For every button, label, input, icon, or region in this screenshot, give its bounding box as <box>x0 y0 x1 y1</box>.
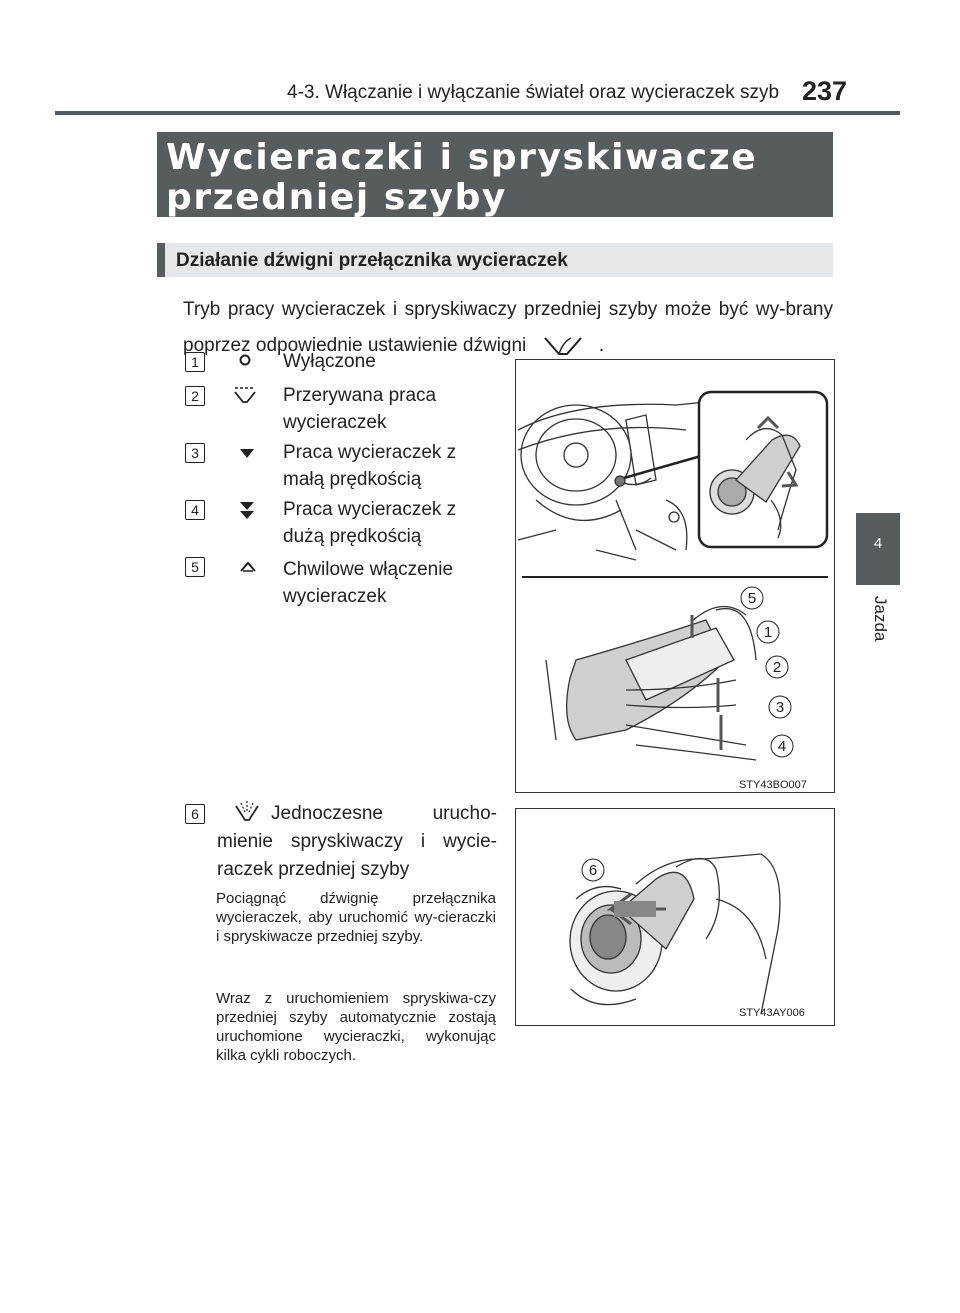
subheading: Działanie dźwigni przełącznika wycieraczek <box>176 250 568 271</box>
section-header-title: 4-3. Włączanie i wyłączanie świateł oraz wycieraczek szyb <box>287 82 780 103</box>
figure1-callout-5: 5 <box>747 590 757 607</box>
item-number-1: 1 <box>185 352 205 372</box>
subheading-marker <box>157 243 165 277</box>
page-number: 237 <box>802 76 848 106</box>
figure1-callout-4: 4 <box>777 738 787 755</box>
wiper-lever-figure <box>515 359 835 793</box>
mist-chevron-up-icon <box>240 560 256 578</box>
intro-paragraph <box>183 292 833 364</box>
item-number-6: 6 <box>185 804 205 824</box>
paragraph-2: Wraz z uruchomieniem spryskiwa-czy przedniej szyby automatycznie zostają uruchomione wycieraczki, wykonując kilka cykli roboczych. <box>216 990 496 1064</box>
item-label-2: Przerywana praca wycieraczek <box>283 385 437 433</box>
low-speed-triangle-icon <box>239 446 255 464</box>
figure2-callout-6: 6 <box>588 862 598 879</box>
figure2-code: STY43AY006 <box>739 1007 805 1019</box>
figure1-callout-2: 2 <box>772 659 782 676</box>
wiper-lever-icon <box>542 334 584 358</box>
item-number-2: 2 <box>185 386 205 406</box>
item-label-3: Praca wycieraczek z małą prędkością <box>283 442 457 490</box>
figure1-callout-3: 3 <box>775 699 785 716</box>
item6-text: Jednoczesne urucho-mienie spryskiwaczy i wycie-raczek przedniej szyby <box>217 803 497 880</box>
intro-text: Tryb pracy wycieraczek i spryskiwaczy przedniej szyby może być wy-brany poprzez odpowiednie ustawienie dźwigni <box>183 299 833 356</box>
off-circle-icon <box>238 353 252 372</box>
item-label-4: Praca wycieraczek z dużą prędkością <box>283 499 457 547</box>
chapter-label <box>858 596 898 656</box>
item-label-6 <box>217 800 497 884</box>
figure1-callout-1: 1 <box>763 624 773 641</box>
item-label-1: Wyłączone <box>283 351 376 372</box>
header-divider <box>55 111 900 115</box>
item-number-5: 5 <box>185 557 205 577</box>
washer-pull-figure <box>515 808 835 1026</box>
intermittent-wiper-icon <box>232 386 258 409</box>
item-number-3: 3 <box>185 443 205 463</box>
figure1-code: STY43BO007 <box>739 779 807 791</box>
item-label-5: Chwilowe włączenie wycieraczek <box>283 559 454 607</box>
page-title: Wycieraczki i spryskiwacze przedniej szyby <box>166 137 758 218</box>
item-number-4: 4 <box>185 500 205 520</box>
chapter-label-text: Jazda <box>871 596 890 642</box>
intro-end: . <box>598 335 605 356</box>
paragraph-1: Pociągnąć dźwignię przełącznika wycieraczek, aby uruchomić wy-cieraczki i spryskiwacze przedniej szyby. <box>216 890 496 945</box>
chapter-number: 4 <box>873 535 883 552</box>
washer-pull-illustration <box>516 809 834 1025</box>
high-speed-double-triangle-icon <box>239 501 255 526</box>
wiper-lever-illustration <box>516 360 834 792</box>
